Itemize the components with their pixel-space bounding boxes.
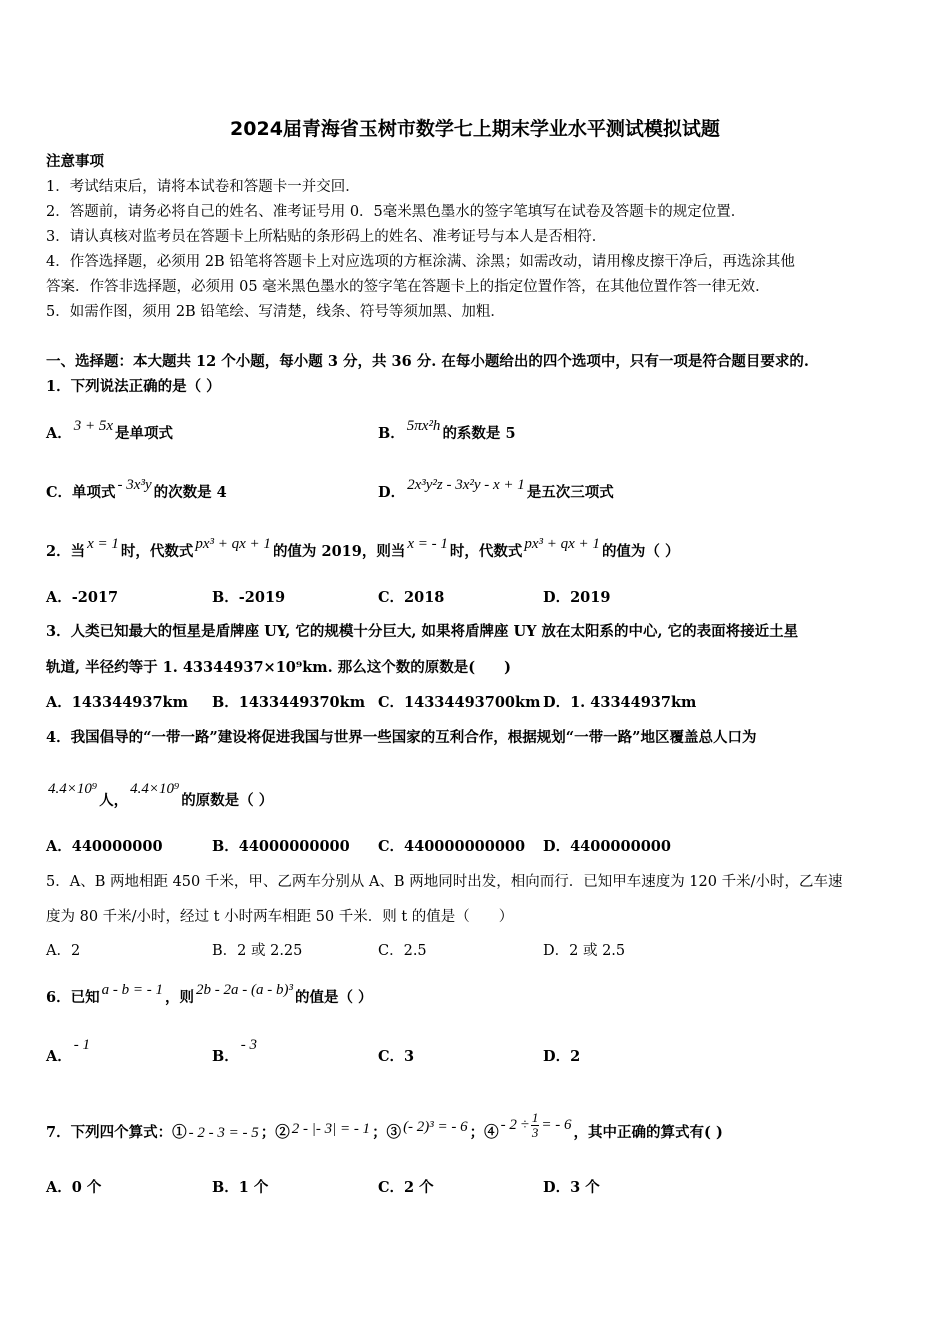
math-expr: px³ + qx + 1 bbox=[524, 536, 600, 552]
question-7-stem: 7．下列四个算式：① - 2 - 3 = - 5 ；② 2 - |- 3| = - 1 ；③ (- 2)³ = - 6 ；④ - 2 ÷ $\frac{1}{3}$ = - 6 ，其中正确的算式有( ) bbox=[46, 1110, 723, 1141]
math-expr: 4.4×10⁹ bbox=[48, 781, 98, 797]
math-expr: 3 + 5x bbox=[73, 418, 114, 434]
fraction: $\frac{1}{3}$ bbox=[531, 1110, 539, 1140]
math-expr: 2 - |- 3| = - 1 bbox=[291, 1120, 371, 1137]
question-7-option-d: D．3 个 bbox=[543, 1179, 600, 1196]
question-1-option-c: C．单项式 - 3x³y 的次数是 4 bbox=[46, 477, 227, 501]
question-5-option-c: C．2.5 bbox=[378, 943, 427, 959]
question-4-option-c: C．440000000000 bbox=[378, 838, 526, 855]
math-expr: - 1 bbox=[73, 1037, 91, 1053]
section-heading: 一、选择题：本大题共 12 个小题，每小题 3 分，共 36 分. 在每小题给出的四个选项中，只有一项是符合题目要求的. bbox=[46, 353, 809, 370]
question-2-option-d: D．2019 bbox=[543, 589, 611, 606]
question-4-option-b: B．44000000000 bbox=[212, 838, 350, 855]
question-2-option-a: A．-2017 bbox=[46, 589, 119, 606]
question-2-stem: 2．当 x = 1 时，代数式 px³ + qx + 1 的值为 2019，则当 x = - 1 时，代数式 px³ + qx + 1 的值为（ ） bbox=[46, 536, 680, 560]
math-expr: a - b = - 1 bbox=[101, 982, 163, 998]
question-6-option-b: B．- 3 bbox=[212, 1037, 258, 1065]
question-7-option-a: A．0 个 bbox=[46, 1179, 102, 1196]
question-6-option-a: A．- 1 bbox=[46, 1037, 91, 1065]
question-1-option-d: D． 2x³y²z - 3x²y - x + 1 是五次三项式 bbox=[378, 477, 614, 501]
question-1-option-a: A． 3 + 5x 是单项式 bbox=[46, 418, 174, 442]
math-expr: 5πx²h bbox=[406, 418, 441, 434]
math-expr: - 3x³y bbox=[117, 477, 152, 493]
question-6-option-d: D．2 bbox=[543, 1048, 581, 1065]
question-2-option-c: C．2018 bbox=[378, 589, 445, 606]
math-expr: (- 2)³ = - 6 bbox=[403, 1118, 468, 1135]
question-4-option-d: D．4400000000 bbox=[543, 838, 671, 855]
question-1-option-b: B． 5πx²h 的系数是 5 bbox=[378, 418, 516, 442]
notice-heading: 注意事项 bbox=[46, 153, 104, 170]
notice-item: 4．作答选择题，必须用 2B 铅笔将答题卡上对应选项的方框涂满、涂黑；如需改动，请用橡皮擦干净后，再选涂其他 bbox=[46, 254, 795, 270]
question-5-option-a: A．2 bbox=[46, 943, 81, 959]
question-4-option-a: A．440000000 bbox=[46, 838, 163, 855]
question-4-line-1: 4．我国倡导的“一带一路”建设将促进我国与世界一些国家的互利合作，根据规划“一带一路”地区覆盖总人口为 bbox=[46, 729, 757, 746]
question-3-line-1: 3．人类已知最大的恒星是盾牌座 UY, 它的规模十分巨大, 如果将盾牌座 UY 放在太阳系的中心, 它的表面将接近土星 bbox=[46, 623, 799, 640]
page-title: 2024届青海省玉树市数学七上期末学业水平测试模拟试题 bbox=[230, 118, 720, 140]
math-expr: 4.4×10⁹ bbox=[130, 781, 180, 797]
question-4-line-2: 4.4×10⁹人，4.4×10⁹的原数是（ ） bbox=[48, 781, 274, 809]
question-3-option-a: A．143344937km bbox=[46, 694, 188, 711]
question-5-option-b: B．2 或 2.25 bbox=[212, 943, 303, 959]
math-expr: x = 1 bbox=[87, 536, 119, 552]
math-expr: - 2 - 3 = - 5 bbox=[188, 1124, 259, 1141]
math-expr: x = - 1 bbox=[407, 536, 448, 552]
question-7-option-b: B．1 个 bbox=[212, 1179, 269, 1196]
question-5-option-d: D．2 或 2.5 bbox=[543, 943, 626, 959]
math-expr: 2b - 2a - (a - b)³ bbox=[195, 982, 293, 998]
question-7-option-c: C．2 个 bbox=[378, 1179, 434, 1196]
notice-item: 5．如需作图，须用 2B 铅笔绘、写清楚，线条、符号等须加黑、加粗． bbox=[46, 304, 505, 320]
question-3-option-b: B．1433449370km bbox=[212, 694, 366, 711]
notice-item: 3．请认真核对监考员在答题卡上所粘贴的条形码上的姓名、准考证号与本人是否相符． bbox=[46, 229, 607, 245]
notice-item: 答案．作答非选择题，必须用 05 毫米黑色墨水的签字笔在答题卡上的指定位置作答，在其他位置作答一律无效． bbox=[46, 279, 770, 295]
question-3-option-c: C．14334493700km bbox=[378, 694, 541, 711]
question-5-line-2: 度为 80 千米/小时，经过 t 小时两车相距 50 千米．则 t 的值是（ ） bbox=[46, 909, 514, 925]
question-5-line-1: 5．A、B 两地相距 450 千米，甲、乙两车分别从 A、B 两地同时出发，相向而行．已知甲车速度为 120 千米/小时，乙车速 bbox=[46, 874, 843, 890]
math-expr: - 2 ÷ $\frac{1}{3}$ = - 6 bbox=[500, 1110, 572, 1140]
math-expr: - 3 bbox=[240, 1037, 258, 1053]
question-3-line-2: 轨道, 半径约等于 1. 43344937×10⁹km. 那么这个数的原数是( ) bbox=[46, 659, 511, 676]
question-2-option-b: B．-2019 bbox=[212, 589, 286, 606]
math-expr: px³ + qx + 1 bbox=[195, 536, 271, 552]
question-6-stem: 6．已知 a - b = - 1 ，则 2b - 2a - (a - b)³ 的值是（ ） bbox=[46, 982, 373, 1006]
question-3-option-d: D．1. 43344937km bbox=[543, 694, 697, 711]
question-1-stem: 1．下列说法正确的是（ ） bbox=[46, 378, 221, 395]
notice-item: 1．考试结束后，请将本试卷和答题卡一并交回． bbox=[46, 179, 360, 195]
question-6-option-c: C．3 bbox=[378, 1048, 415, 1065]
math-expr: 2x³y²z - 3x²y - x + 1 bbox=[407, 477, 525, 493]
notice-item: 2．答题前，请务必将自己的姓名、准考证号用 0．5毫米黑色墨水的签字笔填写在试卷及答题卡的规定位置． bbox=[46, 204, 746, 220]
